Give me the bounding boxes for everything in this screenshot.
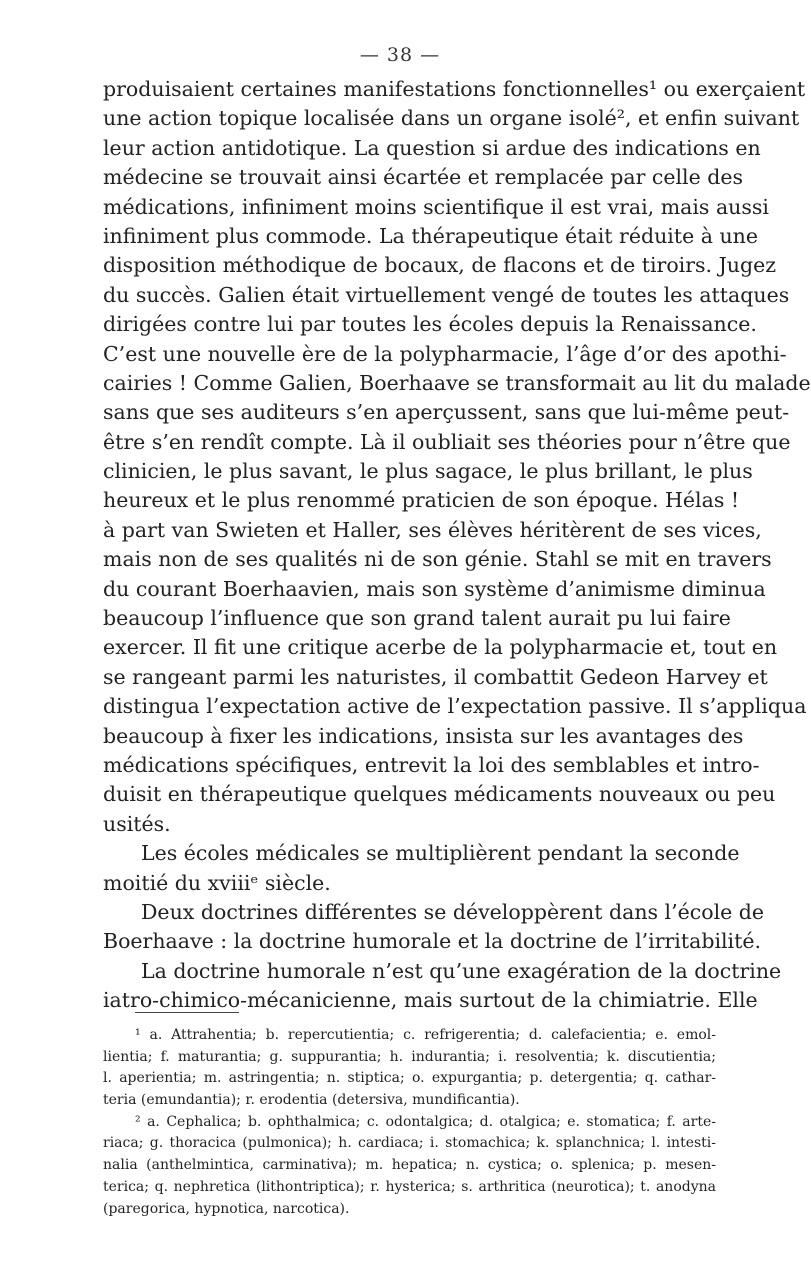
text-line: heureux et le plus renommé praticien de son époque. Hélas ! [103,488,740,513]
text-line: cairies ! Comme Galien, Boerhaave se transformait au lit du malade [103,370,811,395]
text-line: médications spécifiques, entrevit la loi des semblables et intro- [103,752,760,777]
text-line: une action topique localisée dans un organe isolé², et enfin suivant [103,106,800,131]
page-number: — 38 — [359,44,441,66]
footnote-line: (paregorica, hypnotica, narcotica). [103,1200,350,1217]
footnote-line: riaca; g. thoracica (pulmonica); h. cardiaca; i. stomachica; k. splanchnica; l. intesti- [103,1135,716,1152]
text-line: leur action antidotique. La question si ardue des indications en [103,135,761,160]
text-line: se rangeant parmi les naturistes, il combattit Gedeon Harvey et [103,664,768,689]
text-line: beaucoup l’influence que son grand talent aurait pu lui faire [103,606,731,631]
footnote-line: lientia; f. maturantia; g. suppurantia; h. indurantia; i. resolventia; k. discutientia; [103,1048,716,1065]
text-line: du courant Boerhaavien, mais son système d’animisme diminua [103,576,766,601]
text-line: médications, infiniment moins scientifique il est vrai, mais aussi [103,194,769,219]
footnote-rule [135,1012,239,1013]
footnote-line: teria (emundantia); r. erodentia (detersiva, mundificantia). [103,1092,520,1109]
text-line: exercer. Il fit une critique acerbe de la polypharmacie et, tout en [103,635,778,660]
footnote-line: ² a. Cephalica; b. ophthalmica; c. odontalgica; d. otalgica; e. stomatica; f. arte- [135,1113,716,1130]
text-line: beaucoup à fixer les indications, insista sur les avantages des [103,723,744,748]
text-line: dirigées contre lui par toutes les écoles depuis la Renaissance. [103,312,757,337]
text-line: moitié du xviiiᵉ siècle. [103,870,331,895]
footnote-line: ¹ a. Attrahentia; b. repercutientia; c. refrigerentia; d. calefacientia; e. emol- [135,1027,716,1043]
text-line: Boerhaave : la doctrine humorale et la doctrine de l’irritabilité. [103,929,762,954]
text-line: C’est une nouvelle ère de la polypharmacie, l’âge d’or des apothi- [103,341,787,366]
text-line: Les écoles médicales se multiplièrent pendant la seconde [141,841,740,866]
text-line: sans que ses auditeurs s’en aperçussent, sans que lui-même peut- [103,400,790,425]
footnotes [103,1012,716,1220]
text-line: Deux doctrines différentes se développèrent dans l’école de [141,899,765,924]
text-line: duisit en thérapeutique quelques médicaments nouveaux ou peu [103,782,776,807]
text-line: distingua l’expectation active de l’expectation passive. Il s’appliqua [103,694,807,719]
footnote-line: terica; q. nephretica (lithontriptica); r. hysterica; s. arthritica (neurotica); t. anodyna [103,1178,716,1195]
text-line: clinicien, le plus savant, le plus sagace, le plus brillant, le plus [103,459,753,484]
text-line: produisaient certaines manifestations fonctionnelles¹ ou exerçaient [103,77,806,101]
text-line: être s’en rendît compte. Là il oubliait ses théories pour n’être que [103,429,791,454]
text-line: médecine se trouvait ainsi écartée et remplacée par celle des [103,165,744,190]
text-line: à part van Swieten et Haller, ses élèves héritèrent de ses vices, [103,517,762,542]
text-line: mais non de ses qualités ni de son génie. Stahl se mit en travers [103,547,772,572]
text-line: disposition méthodique de bocaux, de flacons et de tiroirs. Jugez [103,253,777,278]
text-line: La doctrine humorale n’est qu’une exagération de la doctrine [141,958,782,983]
footnote-line: nalia (anthelmintica, carminativa); m. hepatica; n. cystica; o. splenica; p. mesen- [103,1157,716,1174]
text-line: du succès. Galien était virtuellement vengé de toutes les attaques [103,282,790,307]
text-line: usités. [103,811,171,836]
text-line: infiniment plus commode. La thérapeutique était réduite à une [103,223,759,248]
text-line: iatro-chimico-mécanicienne, mais surtout de la chimiatrie. Elle [103,988,758,1013]
footnote-line: l. aperientia; m. astringentia; n. stiptica; o. expurgantia; p. detergentia; q. cathar- [103,1070,716,1087]
main-text [103,75,811,1016]
